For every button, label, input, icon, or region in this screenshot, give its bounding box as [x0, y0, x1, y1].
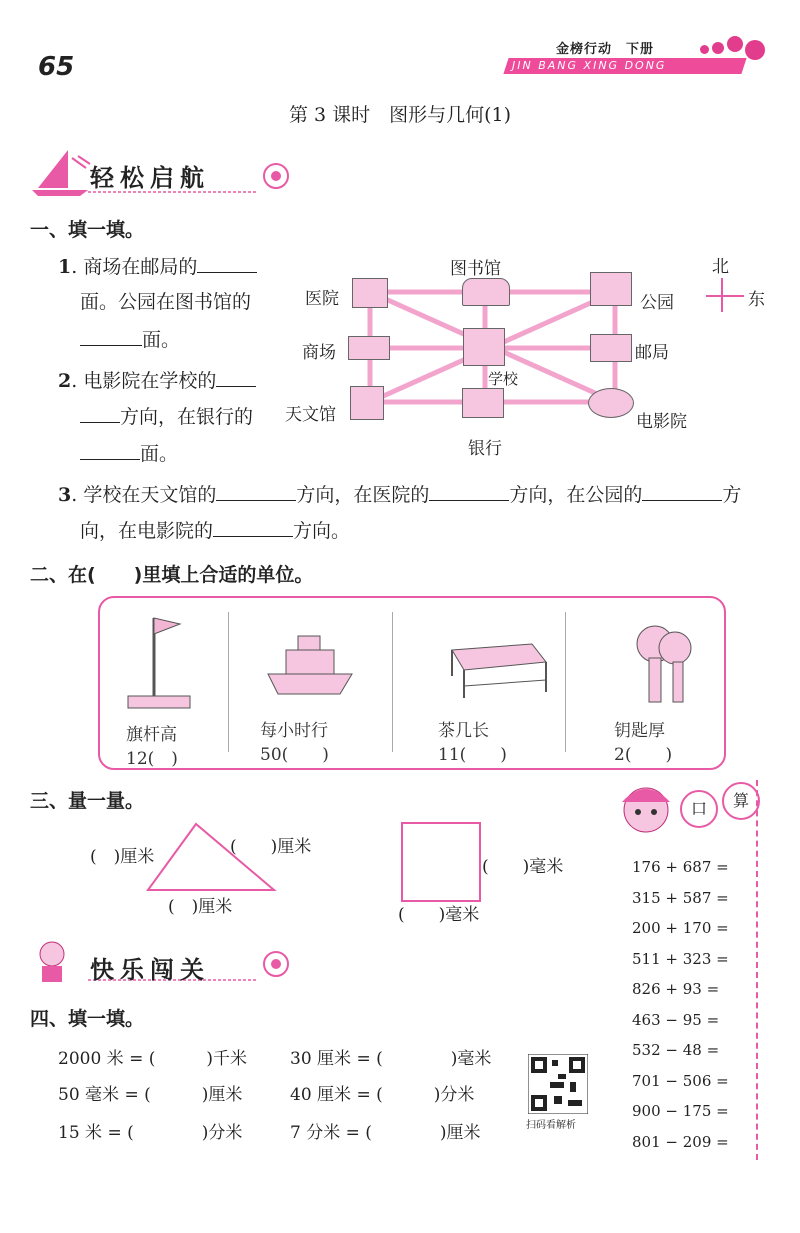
- divider: [228, 612, 229, 752]
- map-label-hospital: 医院: [305, 289, 339, 309]
- compass-icon: [706, 278, 746, 314]
- item-table-value[interactable]: 11( ): [438, 745, 507, 765]
- mental-math-item[interactable]: 511 + 323 =: [632, 949, 729, 968]
- conversion-item[interactable]: 2000 米 = ( )千米: [58, 1049, 247, 1069]
- q3-line1: 3. 学校在天文馆的 方向，在医院的 方向，在公园的 方: [58, 484, 742, 506]
- q1-line1: 1. 商场在邮局的: [58, 254, 257, 279]
- school-icon: [463, 328, 505, 366]
- observatory-icon: [350, 386, 384, 420]
- bank-icon: [462, 388, 504, 418]
- mental-math-item[interactable]: 826 + 93 =: [632, 980, 720, 998]
- map-label-school: 学校: [488, 370, 519, 388]
- mental-math-item[interactable]: 176 + 687 =: [632, 858, 729, 876]
- map-label-post-office: 邮局: [635, 343, 669, 363]
- triangle-left-answer[interactable]: ( )厘米: [90, 847, 155, 867]
- flagpole-icon: [120, 612, 200, 712]
- item-flagpole-label: 旗杆高: [126, 725, 177, 745]
- q2-text-c: 面。: [140, 443, 179, 465]
- q1-number: 1: [58, 256, 72, 278]
- section1-heading: 一、填一填。: [30, 219, 145, 241]
- divider: [565, 612, 566, 752]
- q1-line3: [80, 327, 180, 352]
- post-office-icon: [590, 334, 632, 362]
- q3-text-d: 方: [722, 484, 742, 506]
- decor-dot: [700, 45, 709, 54]
- hospital-icon: [352, 278, 388, 308]
- q3-text-f: 方向。: [293, 520, 351, 542]
- compass-north: 北: [712, 257, 729, 277]
- qr-code-icon[interactable]: [528, 1054, 588, 1114]
- mental-math-item[interactable]: 463 − 95 =: [632, 1010, 720, 1029]
- q2-text-b: 方向，在银行的: [120, 406, 254, 428]
- map-label-cinema: 电影院: [636, 412, 687, 432]
- answer-blank[interactable]: [216, 482, 296, 501]
- square-right-answer[interactable]: ( )毫米: [482, 857, 564, 877]
- q1-text-b: 面。公园在图书馆的: [80, 291, 252, 313]
- q3-text-b: 方向，在医院的: [296, 484, 430, 506]
- compass-east: 东: [748, 290, 765, 310]
- item-ship-label: 每小时行: [260, 721, 328, 741]
- page-number: 65: [38, 52, 75, 82]
- section2-heading: 二、在( )里填上合适的单位。: [30, 564, 314, 586]
- item-key-label: 钥匙厚: [614, 721, 665, 741]
- brand-pinyin: JIN BANG XING DONG: [512, 59, 667, 72]
- mental-math-item[interactable]: 315 + 587 =: [632, 888, 729, 907]
- map-label-library: 图书馆: [450, 259, 501, 279]
- map-label-observatory: 天文馆: [285, 405, 336, 425]
- map-label-park: 公园: [640, 293, 674, 313]
- park-icon: [590, 272, 632, 306]
- section4-heading: 四、填一填。: [30, 1008, 145, 1030]
- banner-happy-challenge: 快乐闯关: [90, 956, 210, 984]
- mental-math-item[interactable]: 532 − 48 =: [632, 1041, 720, 1059]
- q3-line2: [80, 518, 350, 543]
- answer-blank[interactable]: [216, 368, 256, 387]
- conversion-item[interactable]: 7 分米 = ( )厘米: [290, 1123, 481, 1143]
- q2-number: 2: [58, 370, 72, 392]
- qr-caption: 扫码看解析: [526, 1120, 576, 1131]
- answer-blank[interactable]: [642, 482, 722, 501]
- triangle-right-answer[interactable]: ( )厘米: [230, 837, 312, 857]
- answer-blank[interactable]: [80, 327, 142, 346]
- triangle-bottom-answer[interactable]: ( )厘米: [168, 897, 233, 917]
- q2-line2: [80, 404, 253, 429]
- ship-icon: [262, 630, 358, 700]
- mental-math-item[interactable]: 200 + 170 =: [632, 919, 729, 937]
- library-icon: [462, 278, 510, 306]
- square-shape: [401, 822, 481, 902]
- q3-text-a: 学校在天文馆的: [83, 484, 217, 506]
- answer-blank[interactable]: [429, 482, 509, 501]
- answer-blank[interactable]: [197, 254, 257, 273]
- decor-dot: [745, 40, 765, 60]
- banner-easy-start: 轻松启航: [90, 164, 210, 192]
- item-ship-value[interactable]: 50( ): [260, 745, 329, 765]
- square-bottom-answer[interactable]: ( )毫米: [398, 905, 480, 925]
- conversion-item[interactable]: 15 米 = ( )分米: [58, 1123, 243, 1143]
- map-label-bank: 银行: [468, 439, 502, 459]
- badge-kou: 口: [680, 790, 718, 828]
- q1-text-c: 面。: [142, 329, 181, 351]
- conversion-item[interactable]: 50 毫米 = ( )厘米: [58, 1085, 243, 1105]
- tea-table-icon: [442, 636, 552, 706]
- lesson-title: 第 3 课时 图形与几何(1): [288, 104, 512, 126]
- map-label-mall: 商场: [302, 343, 336, 363]
- badge-suan: 算: [722, 782, 760, 820]
- conversion-item[interactable]: 30 厘米 = ( )毫米: [290, 1049, 492, 1069]
- q3-text-e: 向，在电影院的: [80, 520, 214, 542]
- mental-math-item[interactable]: 900 − 175 =: [632, 1102, 729, 1120]
- conversion-item[interactable]: 40 厘米 = ( )分米: [290, 1085, 475, 1105]
- key-icon: [625, 618, 705, 714]
- decor-dot: [727, 36, 743, 52]
- section3-heading: 三、量一量。: [30, 790, 145, 812]
- item-table-label: 茶几长: [438, 721, 489, 741]
- brand-title: 金榜行动 下册: [556, 42, 655, 57]
- answer-blank[interactable]: [80, 404, 120, 423]
- answer-blank[interactable]: [213, 518, 293, 537]
- girl-mascot-icon: [612, 780, 682, 840]
- mental-math-list: [632, 858, 752, 1163]
- q1-line2: [80, 290, 251, 314]
- q1-text-a: 商场在邮局的: [83, 256, 198, 278]
- mental-math-item[interactable]: 801 − 209 =: [632, 1132, 729, 1151]
- item-key-value[interactable]: 2( ): [614, 745, 673, 765]
- answer-blank[interactable]: [80, 441, 140, 460]
- cinema-icon: [588, 388, 634, 418]
- item-flagpole-value[interactable]: 12( ): [126, 749, 178, 769]
- q2-line3: [80, 441, 178, 466]
- q3-number: 3: [58, 484, 72, 506]
- decor-dot: [712, 42, 724, 54]
- divider: [392, 612, 393, 752]
- q3-text-c: 方向，在公园的: [509, 484, 643, 506]
- q2-line1: 2. 电影院在学校的: [58, 368, 256, 393]
- q2-text-a: 电影院在学校的: [83, 370, 217, 392]
- mall-icon: [348, 336, 390, 360]
- mental-math-item[interactable]: 701 − 506 =: [632, 1071, 729, 1090]
